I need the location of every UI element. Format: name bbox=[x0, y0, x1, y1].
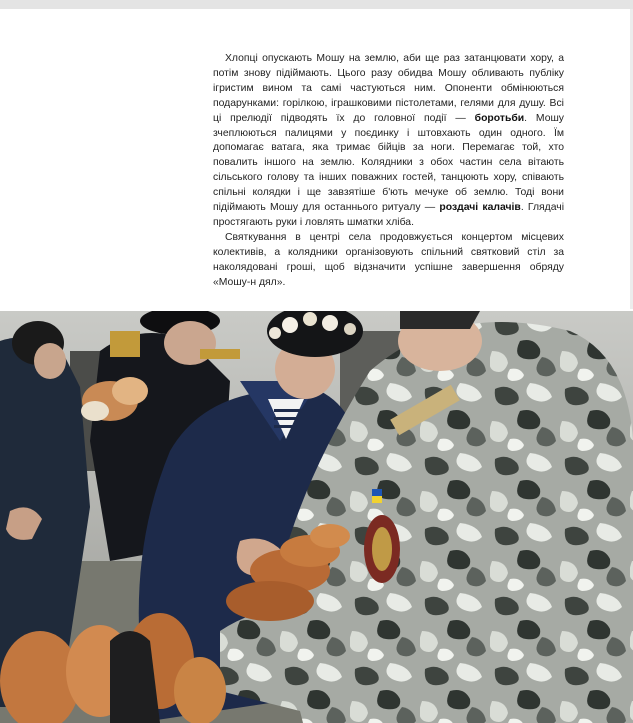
bold-term-wrestling: боротьби bbox=[474, 112, 525, 124]
ritual-photo bbox=[0, 311, 633, 723]
paragraph-text: Хлопці опускають Мошу на землю, аби ще раз затанцювати хору, а потім знову підіймають. Цього разу обидва Мошу обливають публіку ігристим вином та самі частуються ним. Опоненти обмінюються подарунками: горілкою, іграшковими пістолетами, гелями для душу. Всі ці прелюдії підводять їх до головної події — bbox=[213, 53, 564, 124]
paragraph-text: . Глядачі простягають руки і ловлять шматки хліба. bbox=[213, 202, 565, 228]
article-text bbox=[213, 52, 564, 291]
article-paragraph-1 bbox=[213, 52, 564, 231]
paragraph-text: . Мошу зчеплюються палицями у поєдинку і штовхають один одного. Їм допомагає ватага, яка тримає бійців за ноги. Перемагає той, хто повалить іншого на землю. Колядники з обох частин села вітають сільського голову та інших поважних гостей, танцюють хору, співають спільні колядки і ще завзятіше б'ють мечуке об землю. Тоді вони підіймають Мошу для останнього ритуалу — bbox=[213, 112, 564, 214]
article-paragraph-2: Святкування в центрі села продовжується концертом місцевих колективів, а колядники організовують спільний святковий стіл за наколядовані гроші, щоб відзначити успішне завершення обряду «Мошу-н дял». bbox=[213, 231, 564, 288]
page-top-bar bbox=[0, 0, 633, 9]
bold-term-kolach-handout: роздачі калачів bbox=[439, 202, 521, 214]
